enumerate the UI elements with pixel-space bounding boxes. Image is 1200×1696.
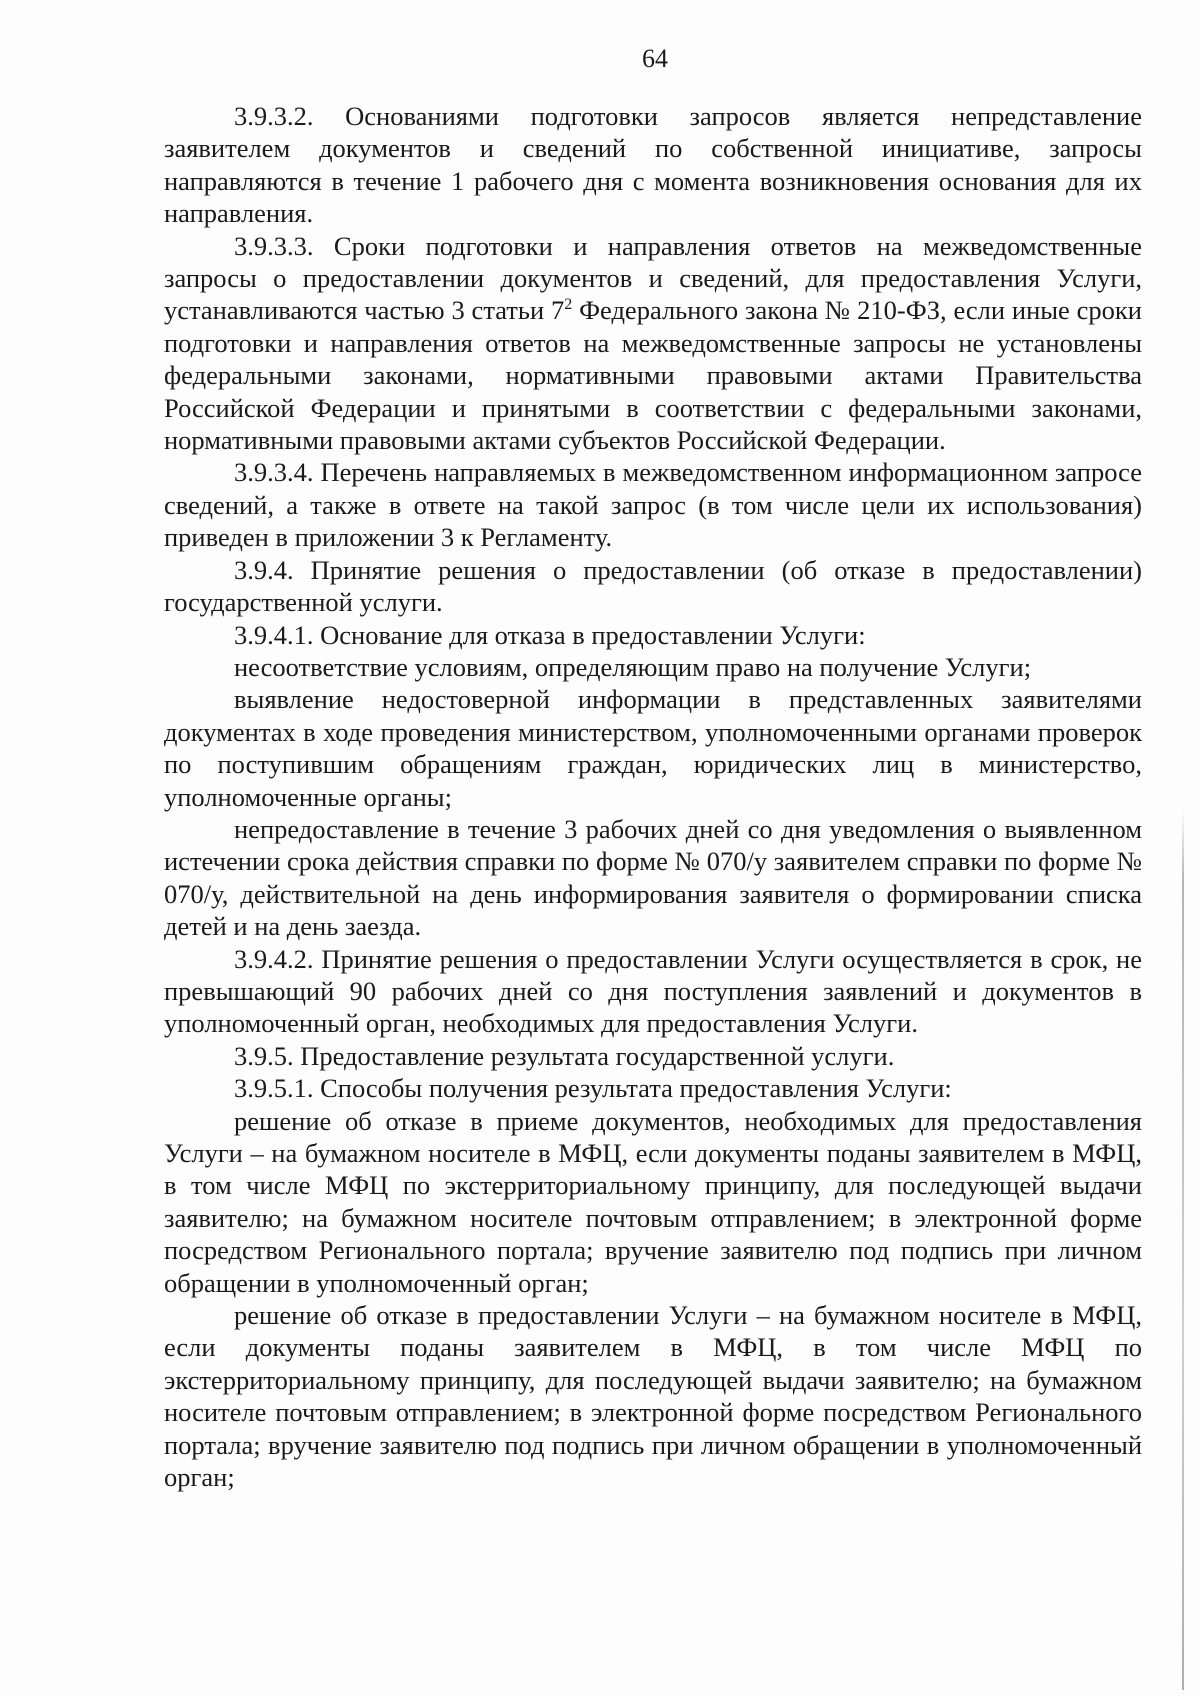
page-number: 64 [642,44,668,73]
paragraph-3-9-4-2: 3.9.4.2. Принятие решения о предоставлении Услуги осуществляется в срок, не превышающий 90 рабочих дней со дня поступления заявлений и документов в уполномоченный орган, необходимых для предоставления Услуги. [164,943,1142,1039]
paragraph-3-9-4: 3.9.4. Принятие решения о предоставлении (об отказе в предоставлении) государственной услуги. [164,554,1142,618]
paragraph-3-9-5: 3.9.5. Предоставление результата государственной услуги. [234,1040,895,1071]
document-body [164,100,1142,1493]
paragraph-3-9-3-2: 3.9.3.2. Основаниями подготовки запросов является непредставление заявителем документов и сведений по собственной инициативе, запросы направляются в течение 1 рабочего дня с момента возникновения основания для их направления. [164,101,1142,229]
scan-edge-line [1182,810,1184,1690]
paragraph-3-9-3-4: 3.9.3.4. Перечень направляемых в межведомственном информационном запросе сведений, а также в ответе на такой запрос (в том числе цели их использования) приведен в приложении 3 к Регламенту. [164,457,1142,553]
paragraph-text-continued: Федерального закона № 210-ФЗ, если иные сроки подготовки и направления ответов на межведомственные запросы не установлены федеральными законами, нормативными правовыми актами Правительства Российской Федерации и принятыми в соответствии с федеральными законами, нормативными правовыми актами субъектов Российской Федерации. [164,295,1142,456]
paragraph-result-method-2: решение об отказе в предоставлении Услуги – на бумажном носителе в МФЦ, если документы поданы заявителем в МФЦ, в том числе МФЦ по экстерриториальному принципу, для последующей выдачи заявителю; на бумажном носителе почтовым отправлением; в электронной форме посредством Регионального портала; вручение заявителю под подпись при личном обращении в уполномоченный орган; [164,1300,1142,1493]
paragraph-3-9-3-3 [164,230,1142,457]
paragraph-refusal-ground-3: непредоставление в течение 3 рабочих дней со дня уведомления о выявленном истечении срока действия справки по форме № 070/у заявителем справки по форме № 070/у, действительной на день информирования заявителя о формировании списка детей и на день заезда. [164,813,1142,942]
paragraph-3-9-5-1: 3.9.5.1. Способы получения результата предоставления Услуги: [234,1073,952,1104]
superscript: 2 [564,296,573,314]
paragraph-result-method-1: решение об отказе в приеме документов, необходимых для предоставления Услуги – на бумажном носителе в МФЦ, если документы поданы заявителем в МФЦ, в том числе МФЦ по экстерриториальному принципу, для последующей выдачи заявителю; на бумажном носителе почтовым отправлением; в электронной форме посредством Регионального портала; вручение заявителю под подпись при личном обращении в уполномоченный орган; [164,1105,1142,1298]
paragraph-text: 3.9.3.3. Сроки подготовки и направления ответов на межведомственные запросы о предоставлении документов и сведений, для предоставления Услуги, устанавливаются частью 3 статьи 7 [164,230,1142,326]
paragraph-refusal-ground-2: выявление недостоверной информации в представленных заявителями документах в ходе проведения министерством, уполномоченными органами проверок по поступившим обращениям граждан, юридических лиц в министерство, уполномоченные органы; [164,684,1142,812]
paragraph-refusal-ground-1: несоответствие условиям, определяющим право на получение Услуги; [234,651,1032,682]
paragraph-3-9-4-1: 3.9.4.1. Основание для отказа в предоставлении Услуги: [234,619,866,650]
